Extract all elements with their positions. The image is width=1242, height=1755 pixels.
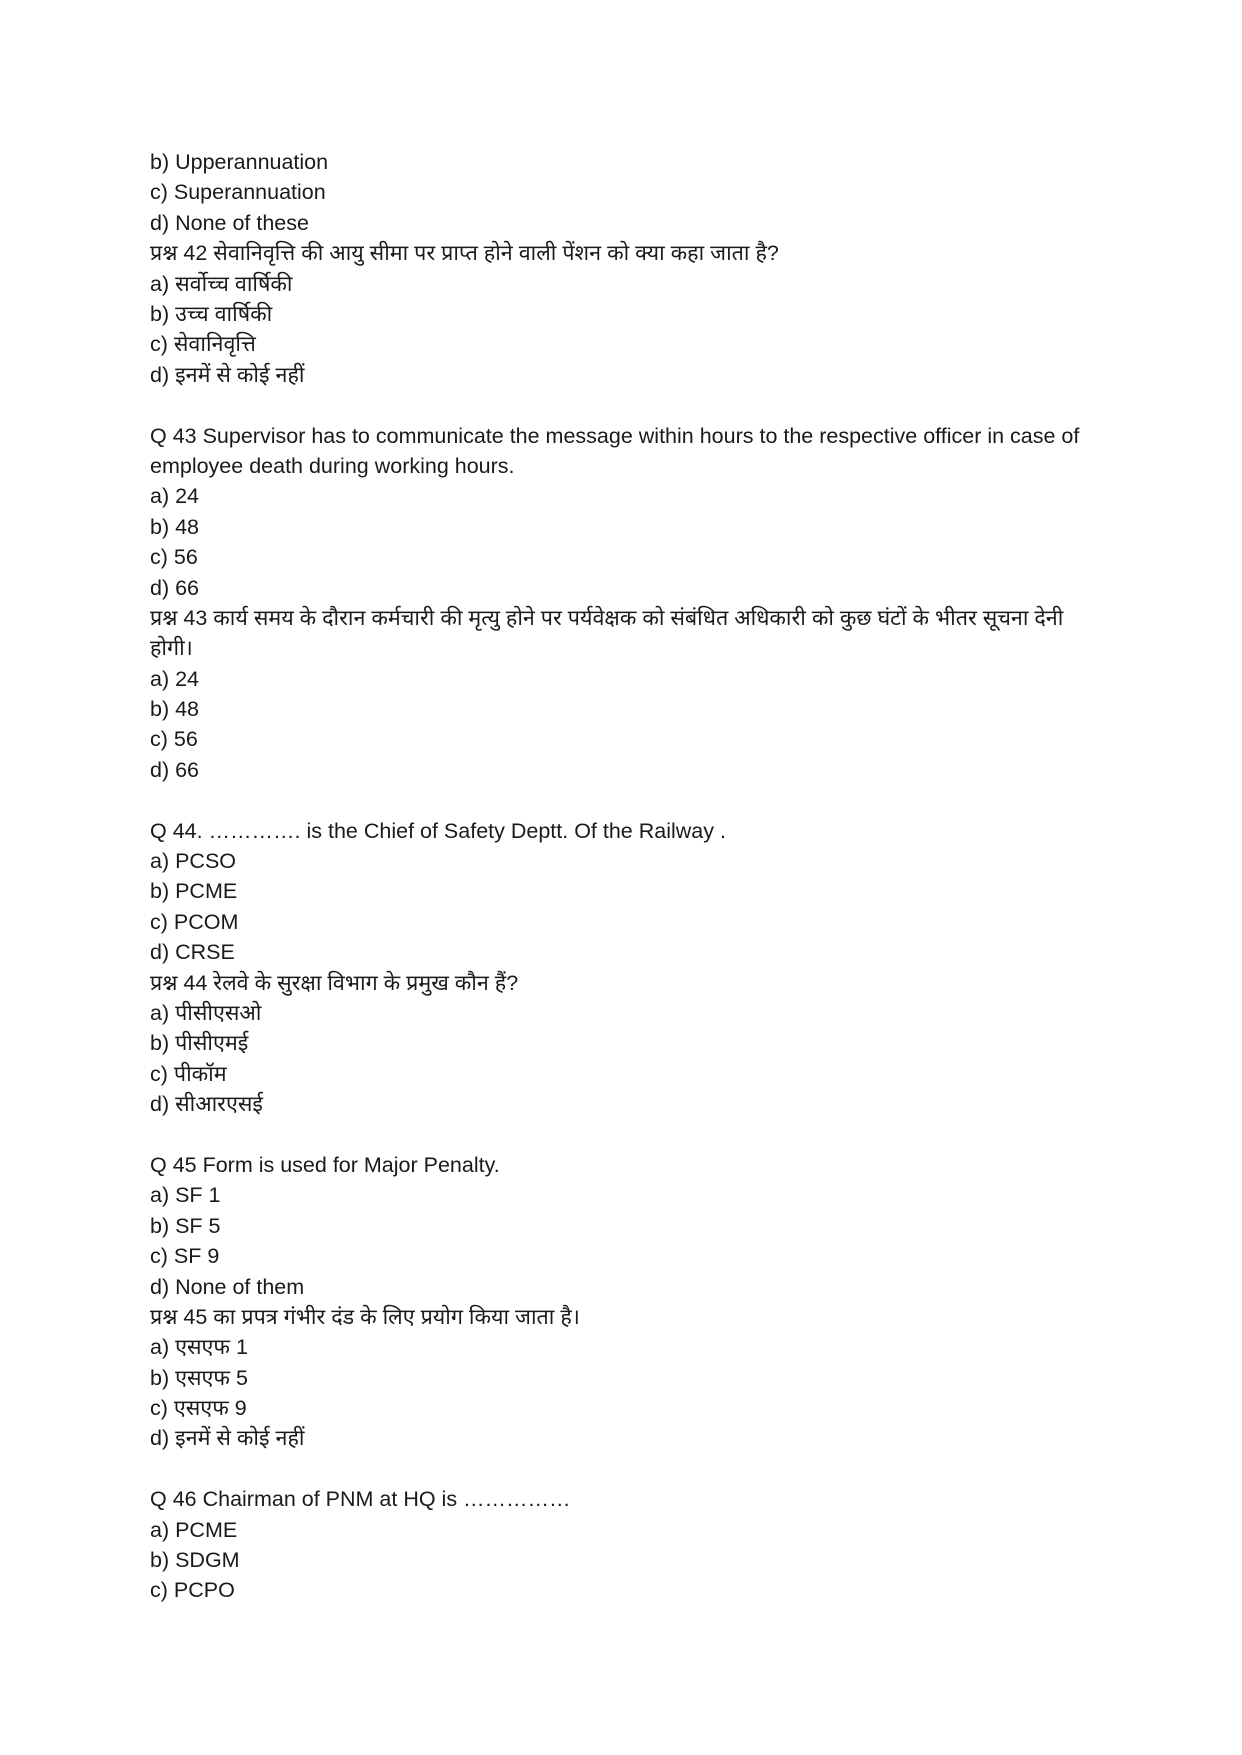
- english-option-c: c) PCOM: [150, 909, 239, 934]
- hindi-option-b: b) 48: [150, 697, 200, 722]
- hindi-option-c: c) पीकॉम: [150, 1061, 227, 1086]
- hindi-option-b: b) उच्च वार्षिकी: [150, 301, 273, 326]
- hindi-question-text: प्रश्न 43 कार्य समय के दौरान कर्मचारी की मृत्यु होने पर पर्यवेक्षक को संबंधित अधिकारी को कुछ घंटों के भीतर सूचना देनी होगी।: [150, 605, 1064, 661]
- option-b: b) Upperannuation: [150, 150, 329, 174]
- hindi-option-d: d) 66: [150, 757, 200, 782]
- option-c: c) Superannuation: [150, 180, 326, 205]
- hindi-option-b: b) पीसीएमई: [150, 1031, 249, 1056]
- english-question-text: Q 45 Form is used for Major Penalty.: [150, 1152, 500, 1177]
- hindi-option-d: d) इनमें से कोई नहीं: [150, 1426, 305, 1451]
- english-option-d: d) None of them: [150, 1274, 305, 1299]
- hindi-option-b: b) एसएफ 5: [150, 1365, 248, 1390]
- english-option-d: d) 66: [150, 575, 200, 600]
- hindi-option-a: a) एसएफ 1: [150, 1335, 248, 1360]
- english-option-a: a) SF 1: [150, 1183, 221, 1208]
- english-option-b: b) SF 5: [150, 1213, 221, 1238]
- spacer: [150, 1454, 1090, 1484]
- english-option-d: d) CRSE: [150, 940, 235, 965]
- english-question-text: Q 44. …………. is the Chief of Safety Deptt. Of the Railway .: [150, 818, 726, 843]
- hindi-option-c: c) 56: [150, 727, 198, 752]
- hindi-option-a: a) सर्वोच्च वार्षिकी: [150, 271, 293, 296]
- english-option-c: c) 56: [150, 545, 198, 570]
- hindi-option-a: a) 24: [150, 666, 200, 691]
- spacer: [150, 785, 1090, 815]
- question-43: [150, 421, 1090, 786]
- english-option-b: b) SDGM: [150, 1548, 240, 1573]
- hindi-option-c: c) सेवानिवृत्ति: [150, 332, 256, 357]
- document-page: [150, 147, 1090, 1606]
- english-question-text: Q 46 Chairman of PNM at HQ is ……………: [150, 1487, 571, 1512]
- hindi-option-d: d) इनमें से कोई नहीं: [150, 362, 305, 387]
- english-option-b: b) PCME: [150, 879, 238, 904]
- english-option-a: a) 24: [150, 484, 200, 509]
- question-42-continuation: [150, 147, 1090, 390]
- hindi-option-c: c) एसएफ 9: [150, 1396, 247, 1421]
- english-option-a: a) PCME: [150, 1517, 238, 1542]
- hindi-question-text: प्रश्न 42 सेवानिवृत्ति की आयु सीमा पर प्राप्त होने वाली पेंशन को क्या कहा जाता है?: [150, 241, 779, 266]
- english-question-text: Q 43 Supervisor has to communicate the message within hours to the respective officer in case of employee death during working hours.: [150, 423, 1080, 478]
- spacer: [150, 1120, 1090, 1150]
- option-d: d) None of these: [150, 210, 309, 235]
- question-44: [150, 816, 1090, 1120]
- hindi-option-a: a) पीसीएसओ: [150, 1001, 262, 1025]
- spacer: [150, 390, 1090, 420]
- english-option-a: a) PCSO: [150, 849, 237, 874]
- hindi-option-d: d) सीआरएसई: [150, 1092, 263, 1117]
- hindi-question-text: प्रश्न 45 का प्रपत्र गंभीर दंड के लिए प्रयोग किया जाता है।: [150, 1304, 580, 1329]
- question-46: [150, 1484, 1090, 1606]
- english-option-c: c) SF 9: [150, 1244, 220, 1269]
- hindi-question-text: प्रश्न 44 रेलवे के सुरक्षा विभाग के प्रमुख कौन हैं?: [150, 970, 519, 995]
- english-option-b: b) 48: [150, 514, 200, 539]
- english-option-c: c) PCPO: [150, 1578, 235, 1603]
- question-45: [150, 1150, 1090, 1454]
